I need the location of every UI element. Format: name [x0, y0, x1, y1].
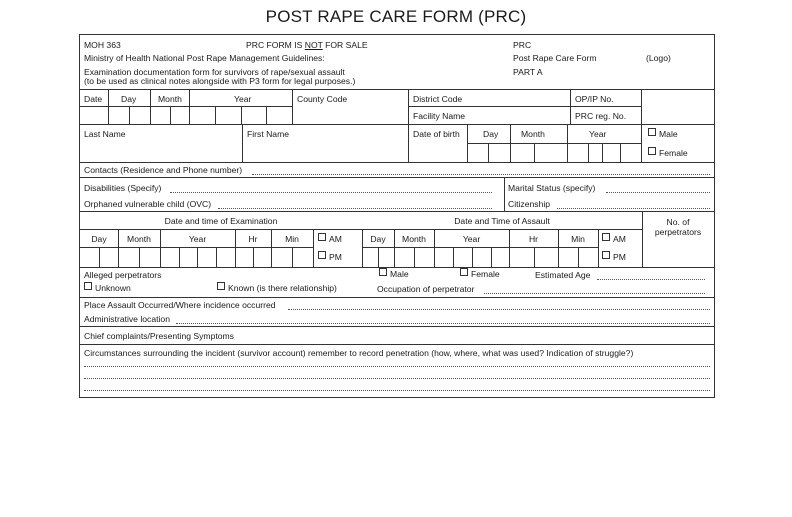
divider [266, 106, 267, 124]
divider [378, 247, 379, 267]
divider [434, 229, 435, 267]
divider [179, 247, 180, 267]
divider [235, 229, 236, 267]
contacts-label: Contacts (Residence and Phone number) [84, 165, 243, 175]
divider [197, 247, 198, 267]
circumstances-label: Circumstances surrounding the incident (survivor account) remember to record penetration (how, where, what was used? Indication of struggle?) [84, 348, 634, 358]
divider [467, 143, 641, 144]
divider [472, 247, 473, 267]
place-label: Place Assault Occurred/Where incidence occurred [84, 300, 276, 310]
divider [641, 124, 642, 162]
divider [241, 106, 242, 124]
divider [253, 247, 254, 267]
exam-pm-label: PM [329, 252, 342, 262]
divider [394, 229, 395, 267]
divider [170, 106, 171, 124]
opip-label: OP/IP No. [575, 94, 614, 104]
assault-am-label: AM [613, 234, 626, 244]
dob-year-label: Year [589, 129, 607, 139]
divider [578, 247, 579, 267]
divider [80, 344, 714, 345]
divider [453, 247, 454, 267]
prc-form [79, 34, 715, 398]
assault-datetime-header: Date and Time of Assault [454, 216, 550, 226]
assault-pm-label: PM [613, 252, 626, 262]
divider [488, 143, 489, 162]
male-checkbox[interactable] [648, 128, 656, 136]
divider [99, 247, 100, 267]
ovc-label: Orphaned vulnerable child (OVC) [84, 199, 212, 209]
place-line[interactable] [288, 309, 710, 310]
marital-status-label: Marital Status (specify) [508, 183, 596, 193]
male-label: Male [659, 129, 678, 139]
female-label: Female [659, 148, 688, 158]
perpetrators-count-label-2: perpetrators [654, 227, 702, 237]
assault-minute-label: Min [571, 234, 585, 244]
prc-label: PRC [513, 40, 532, 50]
prc-reg-label: PRC reg. No. [575, 111, 627, 121]
exam-datetime-header: Date and time of Examination [164, 216, 278, 226]
divider [129, 106, 130, 124]
citizenship-line[interactable] [557, 208, 710, 209]
divider [602, 143, 603, 162]
part-a-label: PART A [513, 67, 543, 77]
contacts-line[interactable] [252, 174, 710, 175]
dob-day-label: Day [483, 129, 499, 139]
unknown-label: Unknown [95, 283, 131, 293]
divider [534, 247, 535, 267]
day-label: Day [121, 94, 137, 104]
assault-day-label: Day [370, 234, 386, 244]
known-checkbox[interactable] [217, 282, 225, 290]
divider [408, 106, 641, 107]
divider [80, 326, 714, 327]
date-label: Date [84, 94, 103, 104]
divider [271, 229, 272, 267]
divider [362, 247, 598, 248]
divider [80, 124, 714, 125]
circumstances-line-3[interactable] [84, 390, 710, 391]
month-label: Month [158, 94, 182, 104]
disabilities-line[interactable] [170, 192, 492, 193]
divider [242, 124, 243, 162]
divider [620, 143, 621, 162]
divider [313, 229, 314, 267]
form-title: POST RAPE CARE FORM (PRC) [265, 7, 527, 26]
admin-location-label: Administrative location [84, 314, 170, 324]
perpetrator-male-label: Male [390, 269, 409, 279]
divider [558, 229, 559, 267]
divider [292, 89, 293, 124]
exam-description: Examination documentation form for survivors of rape/sexual assault [84, 67, 345, 77]
perpetrator-female-label: Female [471, 269, 500, 279]
perpetrators-count-label: No. of [666, 217, 690, 227]
divider [80, 89, 714, 90]
assault-hour-label: Hr [528, 234, 539, 244]
exam-year-label: Year [188, 234, 207, 244]
divider [641, 89, 642, 124]
disabilities-label: Disabilities (Specify) [84, 183, 162, 193]
circumstances-line-1[interactable] [84, 366, 710, 367]
female-checkbox[interactable] [648, 147, 656, 155]
last-name-label: Last Name [84, 129, 126, 139]
exam-am-checkbox[interactable] [318, 233, 326, 241]
divider [80, 297, 714, 298]
divider [80, 177, 714, 178]
occupation-line[interactable] [484, 293, 705, 294]
divider [80, 211, 714, 212]
assault-pm-checkbox[interactable] [602, 251, 610, 259]
divider [80, 162, 714, 163]
divider [588, 143, 589, 162]
assault-am-checkbox[interactable] [602, 233, 610, 241]
estimated-age-line[interactable] [597, 279, 705, 280]
divider [598, 229, 599, 267]
occupation-label: Occupation of perpetrator [377, 284, 475, 294]
first-name-label: First Name [247, 129, 290, 139]
divider [216, 247, 217, 267]
citizenship-label: Citizenship [508, 199, 551, 209]
exam-minute-label: Min [285, 234, 299, 244]
divider [504, 177, 505, 211]
divider [80, 106, 292, 107]
marital-status-line[interactable] [606, 192, 710, 193]
divider [534, 143, 535, 162]
county-code-label: County Code [297, 94, 348, 104]
perpetrator-male-checkbox[interactable] [379, 268, 387, 276]
logo-placeholder: (Logo) [646, 53, 671, 63]
year-label: Year [234, 94, 252, 104]
divider [414, 247, 415, 267]
ovc-line[interactable] [218, 208, 492, 209]
assault-month-label: Month [402, 234, 426, 244]
dob-label: Date of birth [413, 129, 460, 139]
estimated-age-label: Estimated Age [535, 270, 591, 280]
divider [80, 267, 714, 268]
perpetrator-female-checkbox[interactable] [460, 268, 468, 276]
exam-pm-checkbox[interactable] [318, 251, 326, 259]
divider [408, 124, 409, 162]
facility-name-label: Facility Name [413, 111, 466, 121]
alleged-perpetrators-label: Alleged perpetrators [84, 270, 162, 280]
exam-usage-note: (to be used as clinical notes alongside with P3 form for legal purposes.) [84, 76, 356, 86]
divider [292, 247, 293, 267]
known-label: Known (is there relationship) [228, 283, 337, 293]
dob-month-label: Month [521, 129, 545, 139]
prc-form-label: Post Rape Care Form [513, 53, 597, 63]
exam-am-label: AM [329, 234, 342, 244]
moh-code: MOH 363 [84, 40, 121, 50]
assault-year-label: Year [462, 234, 481, 244]
exam-day-label: Day [91, 234, 107, 244]
unknown-checkbox[interactable] [84, 282, 92, 290]
divider [509, 229, 510, 267]
divider [491, 247, 492, 267]
divider [160, 229, 161, 267]
divider [139, 247, 140, 267]
district-code-label: District Code [413, 94, 463, 104]
ministry-guidelines: Ministry of Health National Post Rape Management Guidelines: [84, 53, 325, 63]
not-for-sale-notice: PRC FORM IS NOT FOR SALE [246, 40, 368, 50]
divider [215, 106, 216, 124]
exam-hour-label: Hr [248, 234, 258, 244]
circumstances-line-2[interactable] [84, 378, 710, 379]
chief-complaints-label: Chief complaints/Presenting Symptoms [84, 331, 234, 341]
admin-location-line[interactable] [176, 323, 710, 324]
divider [118, 229, 119, 267]
exam-month-label: Month [127, 234, 151, 244]
divider [642, 211, 643, 267]
